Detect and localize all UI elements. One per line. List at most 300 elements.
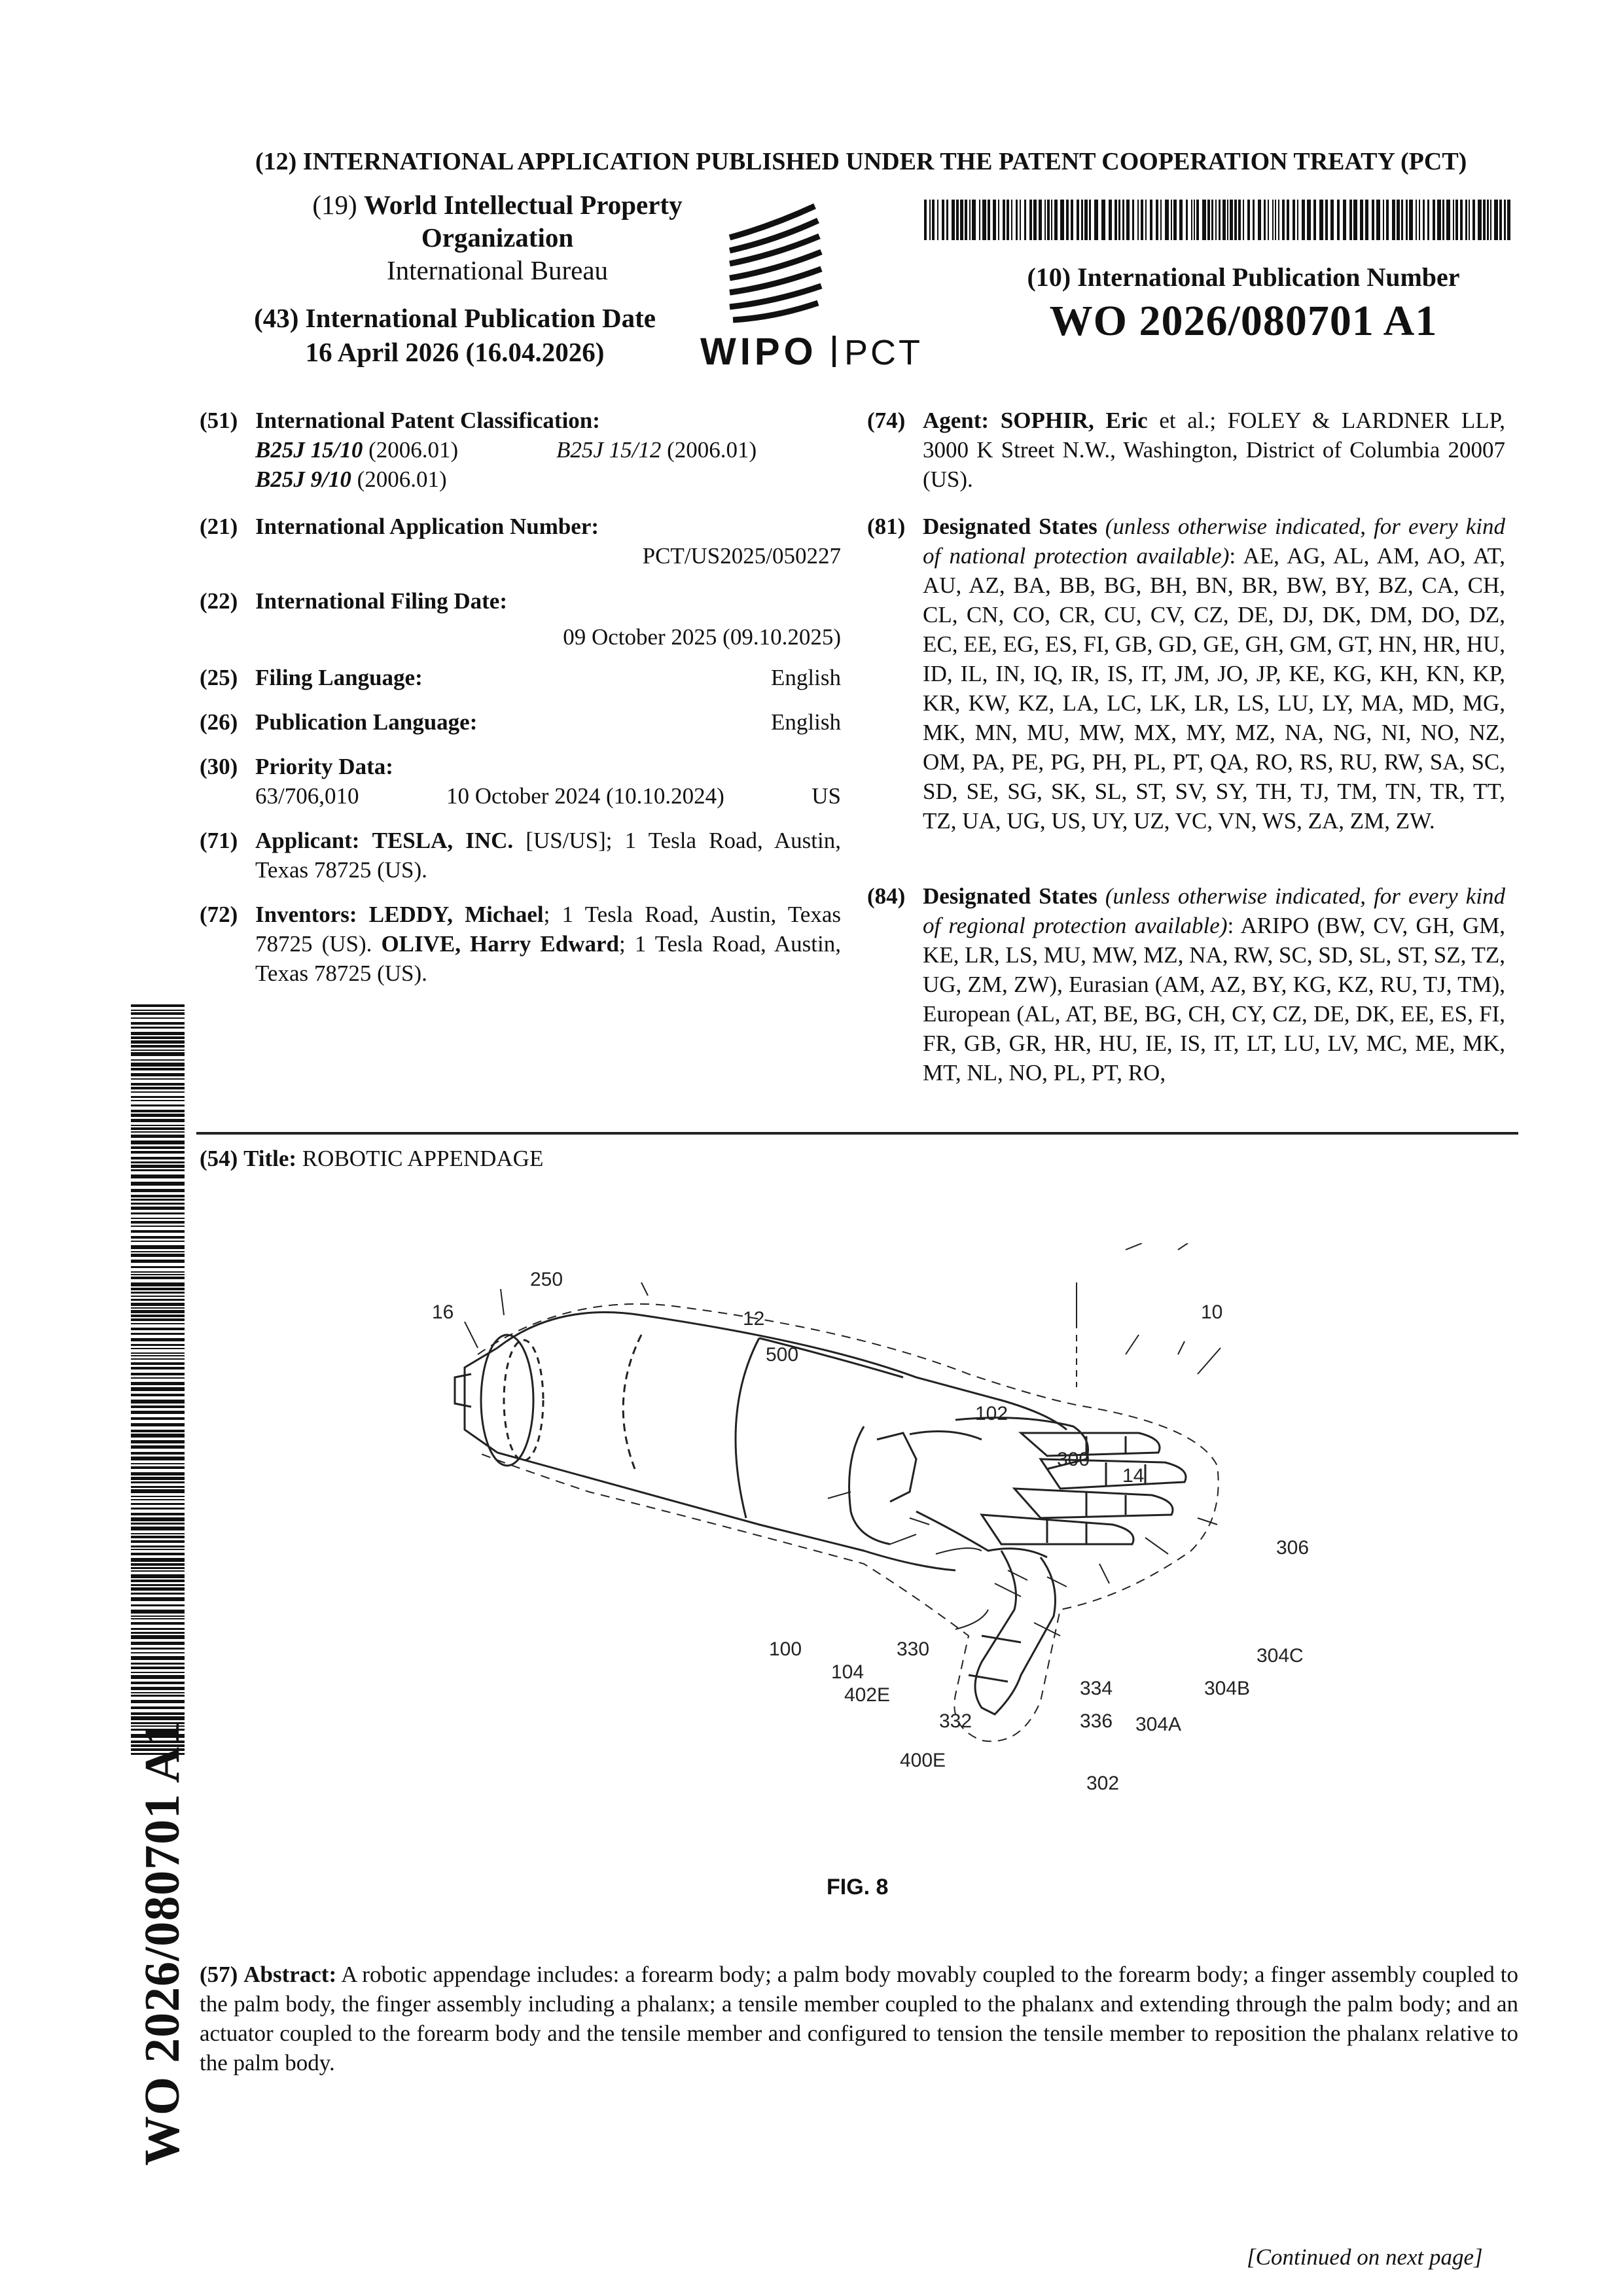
barcode-bar <box>1207 200 1210 240</box>
pubdate: 16 April 2026 (16.04.2026) <box>305 337 605 367</box>
barcode-bar <box>131 1472 185 1475</box>
barcode-bar <box>1141 200 1143 240</box>
flang-entry <box>200 663 841 692</box>
barcode-bar <box>131 1271 185 1273</box>
barcode-bar <box>131 1151 185 1154</box>
barcode-bar <box>131 1338 185 1341</box>
barcode-bar <box>1337 200 1340 240</box>
inventors-num: (72) <box>200 902 238 927</box>
barcode-bar <box>1137 200 1139 240</box>
office-block <box>249 188 746 287</box>
ds81-note: (unless otherwise indicated, for every kind of national protection available) <box>923 514 1505 569</box>
barcode-bar <box>131 1114 185 1117</box>
barcode-bar <box>131 1036 185 1039</box>
wipo-logo-text: WIPO <box>700 330 817 373</box>
barcode-bar <box>1392 200 1395 240</box>
title-num: (54) <box>200 1146 238 1171</box>
barcode-bar <box>1372 200 1374 240</box>
barcode-bar <box>1442 200 1444 240</box>
barcode-bar <box>932 200 935 240</box>
treaty-line: (12) INTERNATIONAL APPLICATION PUBLISHED UNDER THE PATENT COOPERATION TREATY (PCT) <box>255 148 1467 175</box>
barcode-bar <box>131 1604 185 1606</box>
barcode-bar <box>1118 200 1120 240</box>
ds84-list: : ARIPO (BW, CV, GH, GM, KE, LR, LS, MU, MW, MZ, NA, RW, SC, SD, SL, ST, SZ, TZ, UG, ZM, ZW), Eurasian (AM, AZ, BY, KG, KZ, RU, TJ, TM), European (AL, AT, BE, BG, CH, CY, CZ, DE, DK, EE, ES, FI, FR, GB, GR, HR, HU, IE, IS, IT, LT, LU, LV, MC, ME, MK, MT, NL, NO, PL, PT, RO, <box>923 913 1505 1086</box>
inventors-entry <box>200 900 841 988</box>
barcode-bar <box>131 1310 185 1313</box>
barcode-bar <box>1419 200 1420 240</box>
barcode-bar <box>131 1236 185 1239</box>
barcode-bar <box>1406 200 1408 240</box>
barcode-bar <box>1465 200 1467 240</box>
barcode-bar <box>1051 200 1052 240</box>
barcode-bar <box>1227 200 1228 240</box>
label-400e: 400E <box>900 1750 946 1771</box>
barcode-bar <box>1054 200 1058 240</box>
ds84-entry <box>867 881 1505 1087</box>
barcode-bar <box>131 1195 185 1197</box>
barcode-bar <box>131 1642 185 1645</box>
barcode-bar <box>131 1377 185 1379</box>
barcode-bar <box>131 1382 185 1385</box>
ipc-3-code: B25J 9/10 <box>255 467 351 492</box>
barcode-bar <box>1007 200 1009 240</box>
label-330: 330 <box>897 1638 930 1660</box>
abstract-text: A robotic appendage includes: a forearm body; a palm body movably coupled to the forearm body; a finger assembly coupled to the palm body, the finger assembly including a phalanx; a tensile member coupled to the phalanx and extending through the palm body; and an actuator coupled to the forearm body and the tensile member and configured to tension the tensile member to reposition the phalanx relative to the palm body. <box>200 1962 1518 2075</box>
barcode-bar <box>1084 200 1088 240</box>
barcode-bar <box>131 1533 185 1534</box>
barcode-bar <box>956 200 959 240</box>
label-302: 302 <box>1086 1773 1120 1794</box>
barcode-bar <box>131 1400 185 1404</box>
barcode-bar <box>131 1358 185 1360</box>
prio-no: 63/706,010 <box>255 783 359 809</box>
barcode-bar <box>1275 200 1276 240</box>
barcode-side <box>131 1004 185 1757</box>
barcode-bar <box>131 1545 185 1547</box>
barcode-bar <box>131 1277 185 1279</box>
label-304c: 304C <box>1257 1645 1304 1667</box>
plang-label: Publication Language: <box>255 709 478 735</box>
label-336: 336 <box>1080 1710 1113 1732</box>
barcode-bar <box>131 1489 185 1493</box>
office-line2: Organization <box>421 222 574 253</box>
office-line1: World Intellectual Property <box>363 190 683 220</box>
agent-rest: et al.; FOLEY & LARDNER LLP, 3000 K Street N.W., Washington, District of Columbia 20007 (US). <box>923 408 1505 492</box>
barcode-bar <box>1047 200 1050 240</box>
barcode-bar <box>131 1477 185 1480</box>
barcode-bar <box>1173 200 1177 240</box>
title-text: ROBOTIC APPENDAGE <box>302 1146 544 1171</box>
appno-label: International Application Number: <box>255 514 599 539</box>
barcode-bar <box>929 200 931 240</box>
abstract-label: Abstract: <box>243 1962 337 1987</box>
barcode-bar <box>131 1434 185 1438</box>
barcode-bar <box>131 1587 185 1591</box>
barcode-bar <box>131 1499 185 1500</box>
pubdate-block <box>249 301 661 369</box>
pubdate-label: (43) International Publication Date <box>254 303 656 333</box>
label-332: 332 <box>939 1710 972 1732</box>
barcode-bar <box>131 1570 185 1572</box>
barcode-bar <box>131 1169 185 1171</box>
barcode-bar <box>131 1513 185 1515</box>
barcode-bar <box>131 1307 185 1309</box>
barcode-bar <box>1024 200 1026 240</box>
barcode-bar <box>131 1315 185 1317</box>
barcode-bar <box>1219 200 1221 240</box>
barcode-bar <box>131 1296 185 1297</box>
barcode-bar <box>1330 200 1334 240</box>
barcode-bar <box>131 1274 185 1275</box>
barcode-bar <box>924 200 927 240</box>
barcode-bar <box>969 200 971 240</box>
barcode-bar <box>131 1012 185 1015</box>
label-304a: 304A <box>1135 1714 1182 1735</box>
barcode-bar <box>1287 200 1289 240</box>
barcode-bar <box>131 1104 185 1106</box>
barcode-bar <box>131 1226 185 1227</box>
barcode-bar <box>131 1182 185 1186</box>
applicant-entry <box>200 826 841 885</box>
barcode-bar <box>131 1632 185 1634</box>
ds84-note: (unless otherwise indicated, for every kind of regional protection available) <box>923 883 1505 938</box>
inventor-2-rest: ; 1 Tesla Road, Austin, Texas 78725 (US). <box>255 931 841 986</box>
barcode-bar <box>131 1110 185 1112</box>
barcode-bar <box>1507 200 1510 240</box>
pubnum-block <box>962 262 1525 346</box>
barcode-bar <box>131 1558 185 1562</box>
barcode-bar <box>1126 200 1130 240</box>
barcode-bar <box>1455 200 1458 240</box>
barcode-bar <box>1302 200 1305 240</box>
barcode-bar <box>131 1078 185 1080</box>
right-column <box>867 406 1505 1125</box>
agent-label: Agent: <box>923 408 990 433</box>
barcode-bar <box>131 1230 185 1233</box>
barcode-bar <box>131 1682 185 1684</box>
barcode-bar <box>131 1119 185 1122</box>
left-column <box>200 406 841 1125</box>
barcode-bar <box>1325 200 1328 240</box>
barcode-bar <box>131 1282 185 1286</box>
applicant-rest: [US/US]; 1 Tesla Road, Austin, Texas 78725 (US). <box>255 828 842 883</box>
barcode-bar <box>131 1445 185 1449</box>
title-entry <box>200 1144 1181 1173</box>
barcode-bar <box>1094 200 1098 240</box>
barcode-bar <box>1211 200 1213 240</box>
barcode-bar <box>131 1096 185 1098</box>
label-100: 100 <box>769 1638 802 1660</box>
continued-note: [Continued on next page] <box>1247 2244 1483 2270</box>
barcode-bar <box>1268 200 1269 240</box>
barcode-bar <box>972 200 976 240</box>
side-pubnum: WO 2026/080701 A1 <box>135 1721 190 2166</box>
barcode-bar <box>1472 200 1475 240</box>
barcode-bar <box>979 200 980 240</box>
barcode-bar <box>131 1687 185 1690</box>
barcode-bar <box>131 1218 185 1219</box>
barcode-bar <box>131 1405 185 1408</box>
barcode-bar <box>1258 200 1261 240</box>
barcode-bar <box>131 1032 185 1035</box>
barcode-bar <box>965 200 967 240</box>
barcode-bar <box>1278 200 1279 240</box>
barcode-bar <box>131 1536 185 1538</box>
label-12: 12 <box>743 1308 765 1330</box>
barcode-bar <box>131 1628 185 1630</box>
filing-value: 09 October 2025 (09.10.2025) <box>563 624 841 650</box>
patent-figure <box>393 1243 1374 1865</box>
barcode-bar <box>131 1299 185 1301</box>
barcode-bar <box>1313 200 1316 240</box>
barcode-bar <box>1196 200 1199 240</box>
flang-label: Filing Language: <box>255 665 423 690</box>
barcode-bar <box>131 1355 185 1356</box>
barcode-bar <box>131 1165 185 1168</box>
priority-entry <box>200 752 841 811</box>
ipc-label: International Patent Classification: <box>255 408 600 433</box>
barcode-bar <box>131 1712 185 1715</box>
barcode-bar <box>1011 200 1012 240</box>
barcode-bar <box>1483 200 1486 240</box>
label-500: 500 <box>766 1344 799 1366</box>
barcode-bar <box>1191 200 1192 240</box>
label-14: 14 <box>1122 1465 1145 1487</box>
barcode-bar <box>1150 200 1152 240</box>
prio-label: Priority Data: <box>255 754 393 779</box>
barcode-bar <box>131 1323 185 1324</box>
barcode-bar <box>1437 200 1441 240</box>
barcode-bar <box>131 1574 185 1578</box>
barcode-bar <box>131 1344 185 1346</box>
applicant-label: Applicant: <box>255 828 360 853</box>
barcode-bar <box>131 1135 185 1138</box>
barcode-bar <box>1282 200 1285 240</box>
prio-date: 10 October 2024 (10.10.2024) <box>446 783 724 809</box>
barcode-bar <box>993 200 996 240</box>
barcode-bar <box>982 200 986 240</box>
label-250: 250 <box>530 1269 563 1290</box>
barcode-bar <box>1343 200 1346 240</box>
barcode-bar <box>1360 200 1363 240</box>
barcode-bar <box>1165 200 1169 240</box>
ipc-2-code: B25J 15/12 <box>556 437 662 463</box>
plang-entry <box>200 707 841 737</box>
barcode-bar <box>1101 200 1105 240</box>
barcode-bar <box>960 200 963 240</box>
barcode-bar <box>1307 200 1311 240</box>
applicant-num: (71) <box>200 828 238 853</box>
barcode-bar <box>131 1411 185 1414</box>
flang-num: (25) <box>200 665 238 690</box>
label-304b: 304B <box>1204 1678 1251 1699</box>
barcode-bar <box>1253 200 1255 240</box>
barcode-bar <box>131 1430 185 1432</box>
barcode-bar <box>131 1073 185 1076</box>
ds81-list: : AE, AG, AL, AM, AO, AT, AU, AZ, BA, BB, BG, BH, BN, BR, BW, BY, BZ, CA, CH, CL, CN, CO, CR, CU, CV, CZ, DE, DJ, DK, DM, DO, DZ, EC, EE, EG, ES, FI, GB, GD, GE, GH, GM, GT, HN, HR, HU, ID, IL, IN, IQ, IR, IS, IT, JM, JO, JP, KE, KG, KH, KN, KP, KR, KW, KZ, LA, LC, LK, LR, LS, LU, LY, MA, MD, MG, MK, MN, MU, MW, MX, MY, MZ, NA, NG, NI, NO, NZ, OM, PA, PE, PG, PH, PL, PT, QA, RO, RS, RU, RW, SA, SC, SD, SE, SG, SK, SL, ST, SV, SY, TH, TJ, TM, TN, TR, TT, TZ, UA, UG, US, UY, UZ, VC, VN, WS, ZA, ZM, ZW. <box>923 543 1505 834</box>
wipo-logo <box>694 186 929 376</box>
barcode-bar <box>131 1663 185 1665</box>
ds84-num: (84) <box>867 883 906 909</box>
ipc-1-year: (2006.01) <box>368 437 459 463</box>
barcode-bar <box>131 1549 185 1550</box>
barcode-bar <box>1365 200 1368 240</box>
barcode-bar <box>131 1597 185 1601</box>
barcode-bar <box>131 1010 185 1011</box>
barcode-bar <box>131 1091 185 1093</box>
barcode-bar <box>131 1440 185 1443</box>
barcode-bar <box>131 1486 185 1488</box>
barcode-bar <box>1416 200 1417 240</box>
barcode-bar <box>131 1131 185 1133</box>
barcode-bar <box>131 1045 185 1048</box>
barcode-bar <box>131 1052 185 1056</box>
barcode-bar <box>1383 200 1384 240</box>
barcode-bar <box>131 1059 185 1061</box>
barcode-bar <box>1453 200 1454 240</box>
barcode-bar <box>131 1695 185 1697</box>
barcode-bar <box>952 200 955 240</box>
barcode-bar <box>1409 200 1413 240</box>
barcode-bar <box>131 1394 185 1396</box>
barcode-bar <box>131 1063 185 1067</box>
barcode-bar <box>1401 200 1403 240</box>
barcode-bar <box>1156 200 1158 240</box>
barcode-bar <box>131 1303 185 1306</box>
barcode-bar <box>1499 200 1502 240</box>
barcode-bar <box>131 1203 185 1205</box>
barcode-bar <box>1060 200 1064 240</box>
barcode-bar <box>131 1463 185 1464</box>
barcode-bar <box>131 1362 185 1365</box>
label-10: 10 <box>1201 1301 1223 1323</box>
barcode-bar <box>1460 200 1463 240</box>
ipc-2-year: (2006.01) <box>667 437 757 463</box>
barcode-bar <box>1386 200 1389 240</box>
barcode-bar <box>131 1125 185 1126</box>
barcode-bar <box>131 1503 185 1505</box>
barcode-bar <box>131 1618 185 1619</box>
barcode-bar <box>1264 200 1266 240</box>
office-num: (19) <box>312 190 357 220</box>
barcode-bar <box>1109 200 1112 240</box>
agent-entry <box>867 406 1505 494</box>
barcode-bar <box>131 1540 185 1543</box>
barcode-bar <box>131 1622 185 1625</box>
inventor-2-name: OLIVE, Harry Edward <box>381 931 620 957</box>
barcode-top <box>924 200 1513 240</box>
barcode-bar <box>131 1667 185 1669</box>
inventor-1-name: LEDDY, Michael <box>368 902 544 927</box>
plang-num: (26) <box>200 709 238 735</box>
agent-num: (74) <box>867 408 906 433</box>
barcode-bar <box>1132 200 1134 240</box>
barcode-bar <box>1494 200 1498 240</box>
barcode-bar <box>1066 200 1069 240</box>
barcode-bar <box>131 1254 185 1257</box>
barcode-bar <box>131 1017 185 1019</box>
barcode-bar <box>1504 200 1506 240</box>
barcode-bar <box>1044 200 1046 240</box>
label-102: 102 <box>975 1403 1008 1424</box>
barcode-bar <box>1293 200 1295 240</box>
label-402e: 402E <box>844 1684 891 1706</box>
barcode-bar <box>1003 200 1005 240</box>
section-rule <box>196 1132 1518 1135</box>
barcode-bar <box>131 1652 185 1653</box>
barcode-bar <box>131 1656 185 1660</box>
appno-value: PCT/US2025/050227 <box>642 543 841 569</box>
barcode-bar <box>131 1083 185 1086</box>
barcode-bar <box>1215 200 1217 240</box>
barcode-bar <box>131 1452 185 1455</box>
barcode-bar <box>1433 200 1435 240</box>
barcode-bar <box>1202 200 1206 240</box>
barcode-bar <box>1427 200 1429 240</box>
barcode-bar <box>1145 200 1147 240</box>
ds81-entry <box>867 512 1505 836</box>
barcode-bar <box>1446 200 1450 240</box>
barcode-bar <box>131 1288 185 1290</box>
filing-label: International Filing Date: <box>255 588 507 614</box>
barcode-bar <box>131 1087 185 1089</box>
barcode-bar <box>1247 200 1250 240</box>
barcode-bar <box>131 1593 185 1595</box>
barcode-bar <box>131 1328 185 1330</box>
barcode-bar <box>1077 200 1079 240</box>
agent-name: SOPHIR, Eric <box>1000 408 1148 433</box>
barcode-bar <box>131 1387 185 1391</box>
barcode-bar <box>131 1481 185 1483</box>
ds81-num: (81) <box>867 514 906 539</box>
barcode-bar <box>131 1221 185 1224</box>
barcode-bar <box>131 1241 185 1242</box>
barcode-bar <box>1319 200 1323 240</box>
barcode-bar <box>131 1266 185 1268</box>
barcode-bar <box>1115 200 1117 240</box>
barcode-bar <box>1222 200 1226 240</box>
abstract <box>200 1960 1518 2077</box>
label-306: 306 <box>1276 1537 1310 1559</box>
barcode-bar <box>1397 200 1400 240</box>
barcode-bar <box>131 1700 185 1703</box>
barcode-bar <box>131 1207 185 1210</box>
plang-value: English <box>771 709 841 735</box>
pubnum: WO 2026/080701 A1 <box>1049 297 1438 345</box>
pubnum-label: (10) International Publication Number <box>1027 262 1460 292</box>
barcode-bar <box>937 200 938 240</box>
barcode-bar <box>131 1648 185 1650</box>
barcode-bar <box>131 1292 185 1294</box>
barcode-bar <box>131 1367 185 1369</box>
filing-entry <box>200 586 841 652</box>
barcode-bar <box>131 1692 185 1693</box>
barcode-bar <box>131 1616 185 1617</box>
label-16: 16 <box>432 1301 454 1323</box>
barcode-bar <box>131 1068 185 1070</box>
barcode-bar <box>1020 200 1021 240</box>
barcode-bar <box>1234 200 1237 240</box>
barcode-bar <box>131 1127 185 1130</box>
ipc-num: (51) <box>200 408 238 433</box>
barcode-bar <box>1423 200 1425 240</box>
barcode-bar <box>131 1189 185 1192</box>
barcode-bar <box>1194 200 1195 240</box>
ipc-entry <box>200 406 841 494</box>
ds84-label: Designated States <box>923 883 1097 909</box>
barcode-bar <box>131 1251 185 1252</box>
barcode-bar <box>1297 200 1298 240</box>
